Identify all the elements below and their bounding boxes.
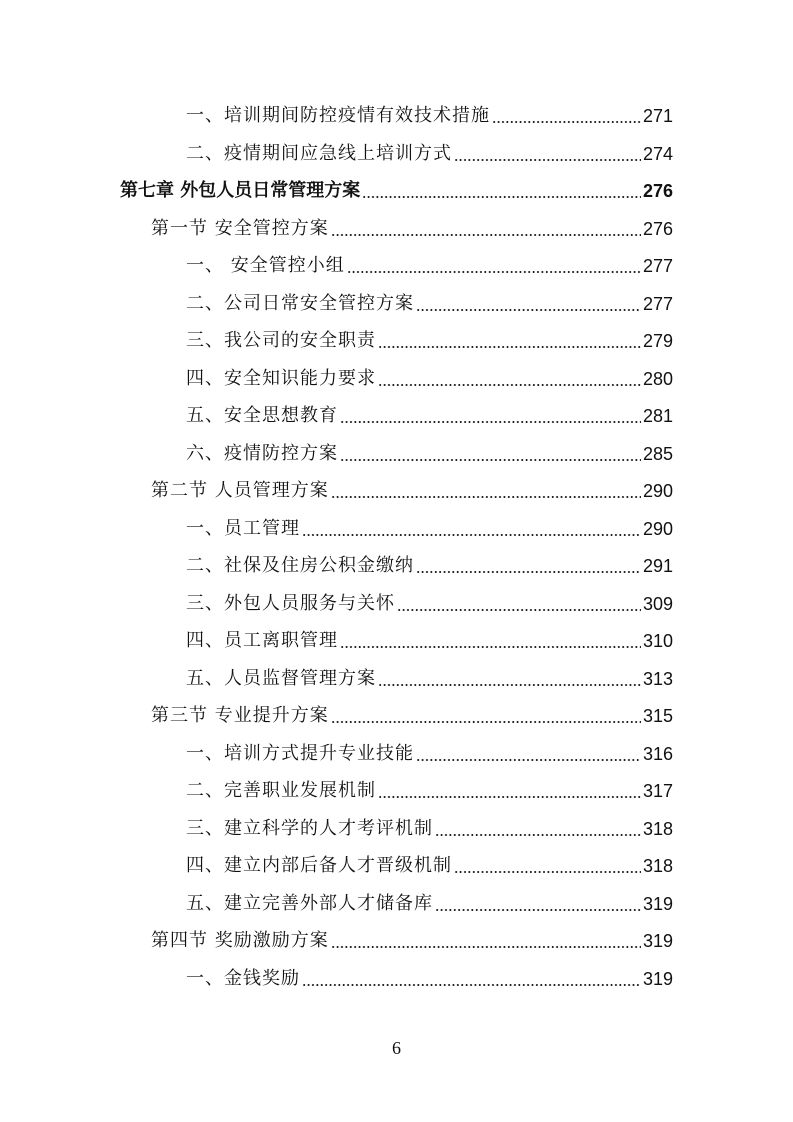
toc-entry-label: 一、金钱奖励 bbox=[186, 967, 300, 989]
toc-entry[interactable] bbox=[186, 326, 673, 356]
toc-section-entry[interactable] bbox=[151, 214, 673, 244]
toc-entry-page: 318 bbox=[642, 856, 673, 876]
toc-entry-page: 291 bbox=[642, 556, 673, 576]
leader-dots bbox=[302, 514, 641, 544]
toc-entry[interactable] bbox=[186, 851, 673, 881]
toc-entry-page: 279 bbox=[642, 331, 673, 351]
toc-entry[interactable] bbox=[186, 439, 673, 469]
toc-entry-page: 310 bbox=[642, 631, 673, 651]
toc-entry-label: 五、人员监督管理方案 bbox=[186, 667, 376, 689]
leader-dots bbox=[492, 101, 641, 131]
toc-entry-label: 第三节 专业提升方案 bbox=[151, 705, 329, 726]
toc-entry-page: 280 bbox=[642, 368, 673, 389]
toc-entry-page: 276 bbox=[642, 218, 673, 239]
leader-dots bbox=[347, 251, 641, 281]
toc-entry[interactable] bbox=[186, 889, 673, 919]
leader-dots bbox=[340, 626, 641, 656]
toc-entry-page: 274 bbox=[642, 143, 673, 164]
toc-entry[interactable] bbox=[186, 814, 673, 844]
toc-entry-label: 四、员工离职管理 bbox=[186, 630, 338, 651]
toc-entry[interactable] bbox=[186, 364, 673, 394]
toc-entry-label: 二、疫情期间应急线上培训方式 bbox=[186, 142, 452, 164]
toc-entry-page: 271 bbox=[642, 106, 673, 126]
leader-dots bbox=[331, 214, 641, 244]
leader-dots bbox=[362, 176, 641, 206]
toc-section-entry[interactable] bbox=[151, 476, 673, 506]
toc-section-entry[interactable] bbox=[151, 701, 673, 731]
leader-dots bbox=[416, 551, 641, 581]
toc-entry-label: 三、建立科学的人才考评机制 bbox=[186, 817, 433, 839]
toc-entry-page: 281 bbox=[642, 406, 673, 426]
toc-entry[interactable] bbox=[186, 776, 673, 806]
toc-entry-label: 二、社保及住房公积金缴纳 bbox=[186, 555, 414, 576]
toc-entry-page: 318 bbox=[642, 818, 673, 839]
toc-entry-label: 二、公司日常安全管控方案 bbox=[186, 292, 414, 314]
toc-entry[interactable] bbox=[186, 664, 673, 694]
toc-entry-label: 一、培训方式提升专业技能 bbox=[186, 742, 414, 764]
page-number: 6 bbox=[392, 1038, 401, 1058]
toc-entry[interactable] bbox=[186, 739, 673, 769]
leader-dots bbox=[416, 289, 641, 319]
toc-entry-label: 第二节 人员管理方案 bbox=[151, 480, 329, 501]
leader-dots bbox=[454, 851, 641, 881]
toc-entry[interactable] bbox=[186, 401, 673, 431]
toc-entry-label: 一、培训期间防控疫情有效技术措施 bbox=[186, 105, 490, 126]
leader-dots bbox=[331, 701, 641, 731]
toc-chapter-entry[interactable] bbox=[120, 176, 673, 206]
leader-dots bbox=[454, 139, 641, 169]
toc-entry[interactable] bbox=[186, 289, 673, 319]
toc-entry-page: 285 bbox=[642, 443, 673, 464]
toc-entry-label: 四、安全知识能力要求 bbox=[186, 367, 376, 389]
toc-entry-page: 290 bbox=[642, 518, 673, 539]
leader-dots bbox=[435, 814, 641, 844]
leader-dots bbox=[331, 926, 641, 956]
toc-entry[interactable] bbox=[186, 251, 673, 281]
toc-entry-label: 第七章 外包人员日常管理方案 bbox=[120, 180, 361, 201]
toc-entry-page: 277 bbox=[642, 256, 673, 276]
leader-dots bbox=[378, 326, 641, 356]
toc-entry-label: 第一节 安全管控方案 bbox=[151, 217, 329, 239]
toc-entry-label: 五、建立完善外部人才储备库 bbox=[186, 892, 433, 914]
toc-entry[interactable] bbox=[186, 139, 673, 169]
toc-entry-page: 319 bbox=[642, 968, 673, 989]
toc-entry[interactable] bbox=[186, 589, 673, 619]
leader-dots bbox=[340, 401, 641, 431]
toc-entry[interactable] bbox=[186, 101, 673, 131]
leader-dots bbox=[397, 589, 641, 619]
toc-entry-label: 四、建立内部后备人才晋级机制 bbox=[186, 855, 452, 876]
toc-entry-label: 六、疫情防控方案 bbox=[186, 442, 338, 464]
toc-entry-label: 五、安全思想教育 bbox=[186, 405, 338, 426]
toc-entry-page: 319 bbox=[642, 931, 673, 951]
toc-entry-page: 276 bbox=[642, 181, 673, 201]
toc-entry[interactable] bbox=[186, 626, 673, 656]
toc-entry[interactable] bbox=[186, 964, 673, 994]
leader-dots bbox=[378, 776, 641, 806]
leader-dots bbox=[340, 439, 641, 469]
toc-entry-page: 317 bbox=[642, 781, 673, 801]
leader-dots bbox=[435, 889, 641, 919]
leader-dots bbox=[302, 964, 641, 994]
toc-section-entry[interactable] bbox=[151, 926, 673, 956]
toc-entry-page: 313 bbox=[642, 668, 673, 689]
toc-entry-page: 319 bbox=[642, 893, 673, 914]
toc-entry-page: 290 bbox=[642, 481, 673, 501]
toc-entry-page: 316 bbox=[642, 743, 673, 764]
leader-dots bbox=[331, 476, 641, 506]
toc-entry-label: 第四节 奖励激励方案 bbox=[151, 930, 329, 951]
leader-dots bbox=[416, 739, 641, 769]
leader-dots bbox=[378, 364, 641, 394]
toc-entry-label: 一、员工管理 bbox=[186, 517, 300, 539]
toc-entry-page: 315 bbox=[642, 706, 673, 726]
toc-entry[interactable] bbox=[186, 551, 673, 581]
toc-entry-label: 三、我公司的安全职责 bbox=[186, 330, 376, 351]
toc-entry-label: 三、外包人员服务与关怀 bbox=[186, 592, 395, 614]
toc-entry[interactable] bbox=[186, 514, 673, 544]
toc-entry-page: 277 bbox=[642, 293, 673, 314]
toc-entry-label: 二、完善职业发展机制 bbox=[186, 780, 376, 801]
toc-entry-label: 一、 安全管控小组 bbox=[186, 255, 345, 276]
leader-dots bbox=[378, 664, 641, 694]
toc-entry-page: 309 bbox=[642, 593, 673, 614]
